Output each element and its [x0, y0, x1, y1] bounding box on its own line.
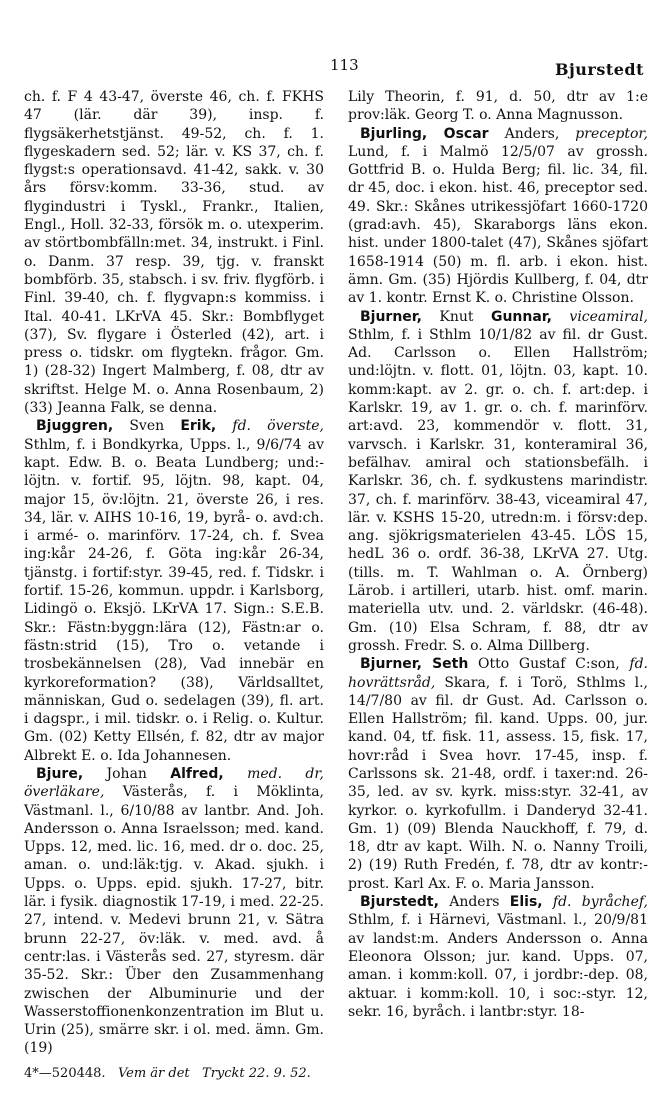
entry-given-names: Johan — [83, 765, 171, 782]
text-columns — [24, 88, 648, 1058]
entry-text: Sthlm, f. i Bondkyrka, Upps. l., 9/6/74 av kapt. Edw. B. o. Beata Lundberg; und:-löjtn. v. fortif. 95, löjtn. 98, kapt. 04, major 15, öv:löjtn. 21, överste 26, i res. 34, lär. v. AIHS 10-16, 19, byrå- o. avd:ch. i armé- o. marinförv. 17-24, ch. f. Svea ing:kår 24-26, f. Göta ing:kår 26-34, tjänstg. i fortif:styr. 39-45, red. f. Tidskr. i fortif. 15-26, kommun. uppdr. i Karlsborg, Lidingö o. Eksjö. LKrVA 17. Sign.: S.E.B. Skr.: Fästn:byggn:lära (12), Fästn:ar o. fästn:strid (15), Tro o. vetande i trosbekännelsen (28), Vad innebär en kyrkoreformation? (38), Världsalltet, människan, Gud o. sedelagen (39), fl. art. i dagspr., i mil. tidskr. o. i Relig. o. Kultur. Gm. (02) Ketty Ellsén, f. 82, dtr av major Albrekt E. o. Ida Johannesen. — [24, 436, 324, 764]
entry-given-names: Knut — [421, 308, 491, 325]
page-number: 113 — [330, 56, 359, 74]
print-date: Tryckt 22. 9. 52. — [202, 1066, 311, 1081]
entry-bjure — [24, 765, 324, 1058]
entry-bjurstedt — [348, 893, 648, 1021]
entry-continuation: Lily Theorin, f. 91, d. 50, dtr av 1:e prov:läk. Georg T. o. Anna Magnusson. — [348, 89, 648, 124]
page-header — [24, 56, 644, 82]
entry-text: Västerås, f. i Möklinta, Västmanl. l., 6/10/88 av lantbr. And. Joh. Andersson o. Anna Israelsson; med. kand. Upps. 12, med. lic. 16, med. dr o. doc. 25, aman. o. und:läk:tjg. v. Akad. sjukh. i Upps. o. Upps. epid. sjukh. 17-27, bitr. lär. i fysik. diagnostik 17-19, i med. 22-25. 27, intend. v. Medevi brunn 21, v. Sätra brunn 22-27, öv:läk. v. med. avd. å centr:las. i Västerås sed. 27, styresm. där 35-52. Skr.: Über den Zusammenhang zwischen der Albuminurie und der Wasserstoffionenkonzentration im Blut u. Urin (25), smärre skr. i ol. med. ämn. Gm. (19) — [24, 784, 324, 1057]
entry-bjurner-gunnar — [348, 308, 648, 656]
entry-bjurling — [348, 125, 648, 308]
entry-title: med. dr, överläkare, — [24, 765, 324, 801]
entry-title: fd. hovrättsråd, — [348, 656, 648, 691]
page-footer — [24, 1066, 311, 1081]
entry-given-names: Anders — [438, 894, 510, 911]
entry-text: Sthlm, f. i Härnevi, Västmanl. l., 20/9/81 av landst:m. Anders Andersson o. Anna Eleonora Olsson; jur. kand. Upps. 07, aman. i komm:koll. 07, i jordbr:-dep. 08, aktuar. i komm:koll. 10, i soc:-styr. 12, sekr. 16, byråch. i lantbr:styr. 18- — [348, 912, 648, 1020]
running-head: Bjurstedt — [554, 60, 644, 79]
entry-surname: Bjure, — [36, 765, 84, 782]
entry-title: viceamiral, — [551, 308, 648, 325]
entry-title: fd. överste, — [216, 418, 325, 435]
left-column — [24, 88, 324, 1058]
right-column — [348, 88, 648, 1058]
entry-title: fd. byråchef, — [542, 894, 648, 911]
entry-bjurner-seth — [348, 655, 648, 893]
entry-call-name: Oscar — [427, 125, 489, 142]
entry-surname: Bjurstedt, — [360, 894, 439, 911]
entry-surname: Bjurner, — [360, 656, 422, 673]
footer-signature: Vem är det — [117, 1066, 190, 1081]
entry-call-name: Elis, — [509, 894, 543, 911]
entry-call-name: Seth — [421, 656, 469, 673]
entry-call-name: Gunnar, — [490, 308, 552, 325]
entry-surname: Bjurling, — [360, 125, 428, 142]
entry-text: Lund, f. i Malmö 12/5/07 av grossh. Gottfrid B. o. Hulda Berg; fil. lic. 34, fil. dr 45, doc. i ekon. hist. 46, preceptor sed. 49. Skr.: Skånes utrikessjöfart 1660-1720 (grad:avh. 45), Skaraborgs läns ekon. hist. under 1800-talet (47), Skånes sjöfart 1658-1914 (50) m. fl. arb. i ekon. hist. ämn. Gm. (35) Hjördis Kullberg, f. 04, dtr av 1. kontr. Ernst K. o. Christine Olsson. — [348, 143, 648, 307]
entry-surname: Bjurner, — [360, 308, 422, 325]
entry-given-names: Sven — [113, 418, 181, 435]
print-code: 4*—520448. — [24, 1066, 106, 1081]
entry-call-name: Alfred, — [170, 765, 224, 782]
entry-continuation: ch. f. F 4 43-47, överste 46, ch. f. FKHS 47 (lär. där 39), insp. f. flygsäkerhetstjänst. 49-52, ch. f. 1. flygeskadern sed. 52; lär. v. KS 37, ch. f. flygst:s operationsavd. 41-42, sakk. v. 30 års försv:komm. 33-36, stud. av flygindustri i Tyskl., Frankr., Italien, Engl., Holl. 32-33, försök m. o. utexperim. av störtbombfälln:met. 34, instrukt. i Finl. o. Danm. 37 resp. 39, tjg. v. franskt bombförb. 35, stabsch. i sv. friv. flygförb. i Finl. 39-40, ch. f. flygvapn:s kommiss. i Ital. 40-41. LKrVA 45. Skr.: Bombflyget (37), Sv. flygare i Österled (42), art. i press o. tidskr. om flygtekn. frågor. Gm. 1) (28-32) Ingert Malmberg, f. 08, dtr av skriftst. Helge M. o. Anna Rosenbaum, 2) (33) Jeanna Falk, se denna. — [24, 89, 324, 417]
entry-bjuggren — [24, 417, 324, 765]
entry-text: Sthlm, f. i Sthlm 10/1/82 av fil. dr Gust. Ad. Carlsson o. Ellen Hallström; und:löjtn. v. flott. 01, löjtn. 03, kapt. 10. komm:kapt. av 2. gr. o. ch. f. art:dep. i Karlskr. 19, av 1. gr. o. ch. f. marinförv. art:avd. 23, kommendör v. flott. 31, varvsch. i Karlskr. 31, konteramiral 36, befälhav. amiral och stationsbefälh. i Karlskr. 36, ch. f. sydkustens marindistr. 37, ch. f. marinförv. 38-43, viceamiral 47, lär. v. KSHS 15-20, utredn:m. i försv:dep. ang. sjökrigsmaterielen 43-45. LÖS 15, hedL 36 o. ordf. 36-38, LKrVA 27. Utg. (tills. m. T. Wahlman o. A. Örnberg) Lärob. i artilleri, utarb. hist. omf. marin. materiella utv. und. 2. världskr. (46-48). Gm. (10) Elsa Schram, f. 88, dtr av grossh. Fredr. S. o. Alma Dillberg. — [348, 326, 648, 654]
entry-given-names: Otto Gustaf C:son, — [468, 656, 620, 673]
entry-given-names: Anders, — [488, 125, 560, 142]
entry-call-name: Erik, — [180, 418, 217, 435]
entry-text: Skara, f. i Torö, Sthlms l., 14/7/80 av fil. dr Gust. Ad. Carlsson o. Ellen Hallström; fil. kand. Upps. 00, jur. kand. 04, tf. fisk. 11, assess. 15, fisk. 17, hovr:råd i Svea hovr. 17-45, insp. f. Carlssons sk. 21-48, ordf. i taxer:nd. 26-35, led. av sv. kyrk. miss:styr. 32-41, av kyrkor. o. kyrkofullm. i Danderyd 32-41. Gm. 1) (09) Blenda Nauckhoff, f. 79, d. 18, dtr av kapt. Wilh. N. o. Nanny Troili, 2) (19) Ruth Fredén, f. 78, dtr av kontr:-prost. Karl Ax. F. o. Maria Jansson. — [348, 674, 648, 892]
entry-surname: Bjuggren, — [36, 418, 114, 435]
entry-title: preceptor, — [559, 125, 648, 142]
